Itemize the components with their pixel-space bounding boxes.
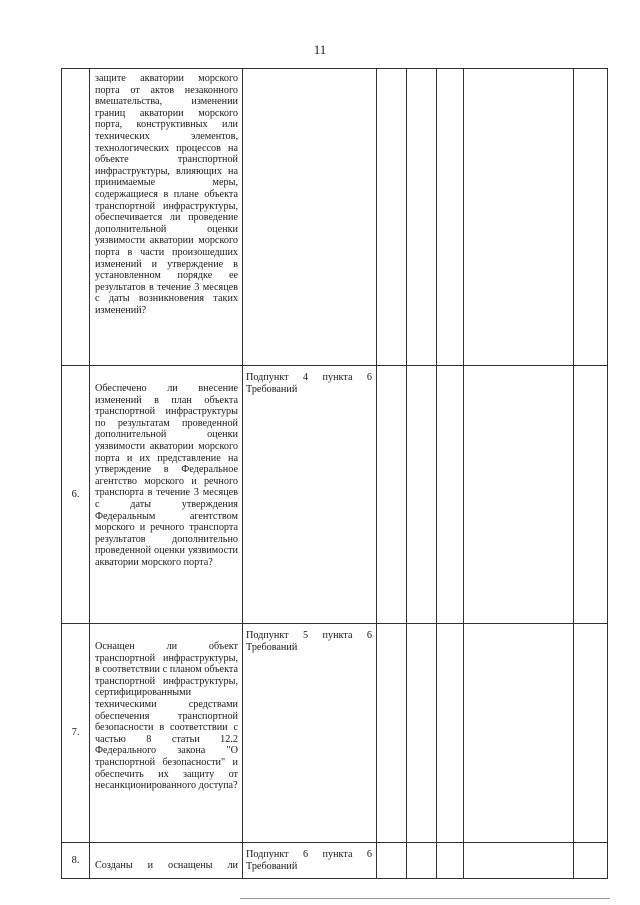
answer-na-cell[interactable] (437, 624, 464, 843)
question-text: Обеспечено ли внесение изменений в план объекта транспортной инфраструктуры по результатам проведенной дополнительной оценки уязвимости акватории морского порта и их представление на утверждение в Федеральное агентство морского и речного транспорта в течение 3 месяцев с даты утверждения Федеральным агентством морского и речного транспорта результатов дополнительно проведенной оценки уязвимости акватории морского порта? (95, 383, 238, 568)
reference-cell (243, 624, 377, 843)
answer-yes-cell[interactable] (377, 624, 407, 843)
comment-cell[interactable] (464, 69, 574, 366)
table-row (62, 366, 608, 624)
answer-no-cell[interactable] (407, 624, 437, 843)
row-number: 8. (62, 843, 90, 879)
comment-cell[interactable] (464, 366, 574, 624)
extra-cell[interactable] (574, 366, 608, 624)
checklist-table (61, 68, 608, 879)
reference-text: Подпункт 6 пункта 6 Требований (246, 849, 372, 872)
answer-na-cell[interactable] (437, 366, 464, 624)
page-number: 11 (313, 42, 327, 57)
question-cell (90, 366, 243, 624)
comment-cell[interactable] (464, 843, 574, 879)
reference-cell (243, 69, 377, 366)
reference-text: Подпункт 4 пункта 6 Требований (246, 372, 372, 395)
answer-yes-cell[interactable] (377, 69, 407, 366)
reference-cell (243, 366, 377, 624)
question-cell (90, 843, 243, 879)
table-row (62, 69, 608, 366)
answer-no-cell[interactable] (407, 69, 437, 366)
row-number (62, 69, 90, 366)
reference-text: Подпункт 5 пункта 6 Требований (246, 630, 372, 653)
table-row (62, 624, 608, 843)
answer-no-cell[interactable] (407, 843, 437, 879)
row-number: 6. (62, 366, 90, 624)
extra-cell[interactable] (574, 69, 608, 366)
table-row (62, 843, 608, 879)
question-text: Оснащен ли объект транспортной инфраструктуры, в соответствии с планом объекта транспортной инфраструктуры, сертифицированными техническими средствами обеспечения транспортной безопасности в соответствии с частью 8 статьи 12.2 Федерального закона "О транспортной безопасности" и обеспечить их защиту от несанкционированного доступа? (95, 641, 238, 792)
comment-cell[interactable] (464, 624, 574, 843)
extra-cell[interactable] (574, 843, 608, 879)
extra-cell[interactable] (574, 624, 608, 843)
row-number: 7. (62, 624, 90, 843)
answer-yes-cell[interactable] (377, 843, 407, 879)
question-text: защите акватории морского порта от актов незаконного вмешательства, изменении границ акватории морского порта, конструктивных или технических элементов, технологических процессов на объекте транспортной инфраструктуры, влияющих на принимаемые меры, содержащиеся в плане объекта транспортной инфраструктуры, обеспечивается ли проведение дополнительной оценки уязвимости акватории морского порта в части произошедших изменений и утверждение в установленном порядке ее результатов в течение 3 месяцев с даты возникновения таких изменений? (95, 73, 238, 316)
question-cell (90, 624, 243, 843)
answer-na-cell[interactable] (437, 69, 464, 366)
reference-text (243, 69, 376, 79)
page-bottom-edge (240, 898, 610, 899)
question-cell (90, 69, 243, 366)
question-text: Созданы и оснащены ли (95, 860, 238, 871)
answer-na-cell[interactable] (437, 843, 464, 879)
answer-yes-cell[interactable] (377, 366, 407, 624)
answer-no-cell[interactable] (407, 366, 437, 624)
reference-cell (243, 843, 377, 879)
